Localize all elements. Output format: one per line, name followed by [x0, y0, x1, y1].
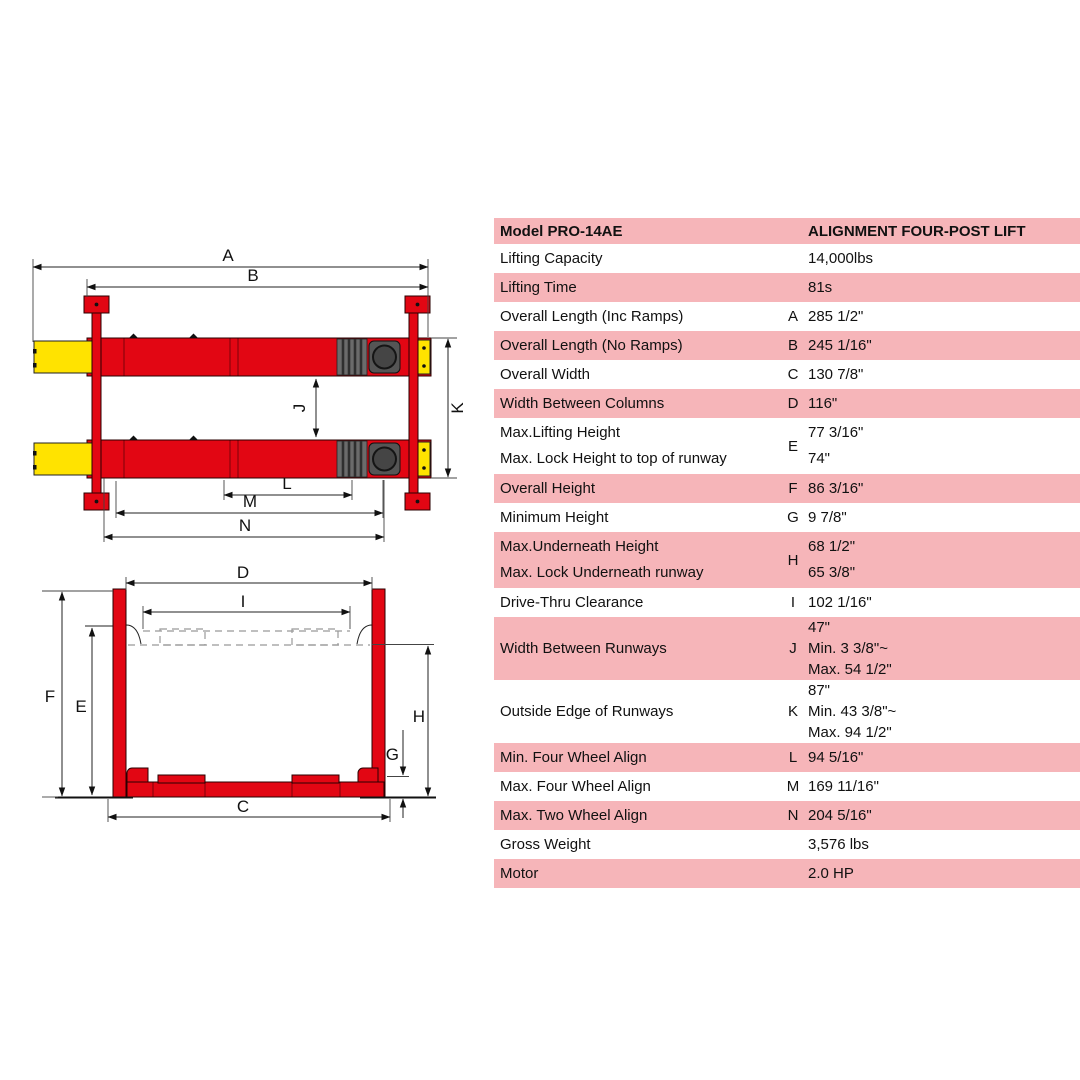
spec-row-lifting-capacity — [494, 244, 1080, 273]
spec-label: Max.Underneath Height Max. Lock Underneath runway — [500, 538, 704, 581]
dim-label-l: L — [282, 474, 292, 493]
spec-letter: K — [787, 703, 798, 720]
spec-row-minimum-height — [494, 503, 1080, 532]
runway-end-pad-top — [418, 340, 430, 374]
spec-value: 86 3/16" — [808, 480, 864, 497]
spec-label: Overall Width — [500, 366, 591, 383]
spec-value: 285 1/2" — [808, 308, 864, 325]
column-left-front-view — [113, 589, 126, 797]
spec-value: 245 1/16" — [808, 337, 872, 354]
spec-value: 116" — [808, 395, 838, 412]
spec-letter: H — [787, 551, 799, 569]
dim-label-j: J — [290, 403, 309, 413]
top-view-diagram — [33, 246, 467, 542]
spec-row-lifting-time — [494, 273, 1080, 302]
spec-row-overall-width — [494, 360, 1080, 389]
spec-row-max-underneath-height — [494, 532, 1080, 588]
spec-label: Minimum Height — [500, 509, 609, 526]
spec-row-width-between-runways — [494, 617, 1080, 680]
spec-letter — [778, 859, 808, 888]
column-right-front-view — [372, 589, 385, 797]
spec-value: 47" Min. 3 3/8"~ Max. 54 1/2" — [808, 619, 892, 678]
spec-letter: J — [789, 640, 797, 657]
dim-label-m: M — [242, 492, 258, 511]
dim-label-c: C — [236, 797, 250, 816]
spec-value: 77 3/16" 74" — [808, 424, 864, 467]
spec-label: Max.Lifting Height Max. Lock Height to top of runway — [500, 424, 727, 467]
spec-label: Width Between Columns — [500, 395, 665, 412]
front-view-diagram — [42, 563, 436, 822]
spec-label: Width Between Runways — [500, 640, 667, 657]
spec-row-drive-thru-clearance — [494, 588, 1080, 617]
runway-end-pad-bottom — [418, 442, 430, 476]
spec-letter: E — [787, 437, 798, 455]
spec-letter — [778, 273, 808, 302]
spec-value: 204 5/16" — [808, 807, 872, 824]
spec-label: Drive-Thru Clearance — [500, 594, 644, 611]
spec-letter: F — [788, 480, 798, 497]
spec-row-overall-height — [494, 474, 1080, 503]
dim-label-e: E — [75, 697, 87, 716]
spec-letter: I — [790, 594, 796, 611]
spec-row-max-four-wheel-align — [494, 772, 1080, 801]
spec-letter: G — [787, 509, 799, 526]
spec-letter: C — [787, 366, 799, 383]
dim-label-a: A — [222, 246, 234, 265]
spec-label: Overall Length (No Ramps) — [500, 337, 683, 354]
spec-value: 81s — [808, 279, 833, 296]
spec-value: 169 11/16" — [808, 778, 879, 795]
spec-row-min-four-wheel-align — [494, 743, 1080, 772]
dim-label-b: B — [247, 266, 259, 285]
spec-label: Lifting Capacity — [500, 250, 603, 267]
spec-table — [494, 218, 1080, 888]
dim-label-k: K — [448, 402, 467, 414]
spec-value: 94 5/16" — [808, 749, 864, 766]
spec-value: 68 1/2" 65 3/8" — [808, 538, 856, 581]
spec-letter: B — [787, 337, 798, 354]
spec-letter: N — [787, 807, 799, 824]
spec-letter: L — [788, 749, 798, 766]
slip-plate-bottom — [337, 441, 367, 477]
dim-label-f: F — [44, 687, 56, 706]
spec-label: Overall Length (Inc Ramps) — [500, 308, 684, 325]
spec-value: 9 7/8" — [808, 509, 847, 526]
spec-letter: A — [787, 308, 798, 325]
spec-letter — [778, 830, 808, 859]
lowered-runway-base — [127, 768, 384, 797]
spec-value: 2.0 HP — [808, 865, 854, 882]
spec-table-header — [494, 218, 1080, 244]
spec-letter: D — [787, 395, 799, 412]
ramp-bottom — [34, 443, 93, 475]
spec-value: 87" Min. 43 3/8"~ Max. 94 1/2" — [808, 682, 897, 741]
slip-plate-top — [337, 339, 367, 375]
spec-row-max-two-wheel-align — [494, 801, 1080, 830]
lift-technical-drawing — [0, 0, 490, 880]
dim-label-n: N — [238, 516, 252, 535]
dim-label-d: D — [236, 563, 250, 582]
spec-letter — [778, 244, 808, 273]
spec-row-width-between-columns — [494, 389, 1080, 418]
dim-label-g: G — [385, 745, 399, 764]
spec-label: Motor — [500, 865, 539, 882]
spec-row-gross-weight — [494, 830, 1080, 859]
dim-label-h: H — [412, 707, 425, 726]
dim-label-i: I — [240, 592, 246, 611]
spec-value: 3,576 lbs — [808, 836, 869, 853]
spec-row-motor — [494, 859, 1080, 888]
spec-row-overall-length-no-ramps — [494, 331, 1080, 360]
column-right-top-view — [409, 296, 418, 510]
column-left-top-view — [92, 296, 101, 510]
spec-letter: M — [786, 778, 800, 795]
spec-row-max-lifting-height — [494, 418, 1080, 474]
spec-label: Min. Four Wheel Align — [500, 749, 647, 766]
turnplate-bottom — [369, 443, 400, 475]
spec-label: Outside Edge of Runways — [500, 703, 674, 720]
spec-value: 14,000lbs — [808, 250, 874, 267]
spec-label: Gross Weight — [500, 836, 591, 853]
spec-label: Max. Four Wheel Align — [500, 778, 651, 795]
spec-value: 102 1/16" — [808, 594, 872, 611]
table-title: ALIGNMENT FOUR-POST LIFT — [808, 222, 1026, 240]
ramp-top — [34, 341, 93, 373]
model-name: Model PRO-14AE — [500, 222, 623, 240]
spec-label: Lifting Time — [500, 279, 577, 296]
spec-value: 130 7/8" — [808, 366, 864, 383]
spec-row-outside-edge-of-runways — [494, 680, 1080, 743]
spec-label: Max. Two Wheel Align — [500, 807, 648, 824]
turnplate-top — [369, 341, 400, 373]
spec-row-overall-length-inc-ramps — [494, 302, 1080, 331]
spec-label: Overall Height — [500, 480, 596, 497]
